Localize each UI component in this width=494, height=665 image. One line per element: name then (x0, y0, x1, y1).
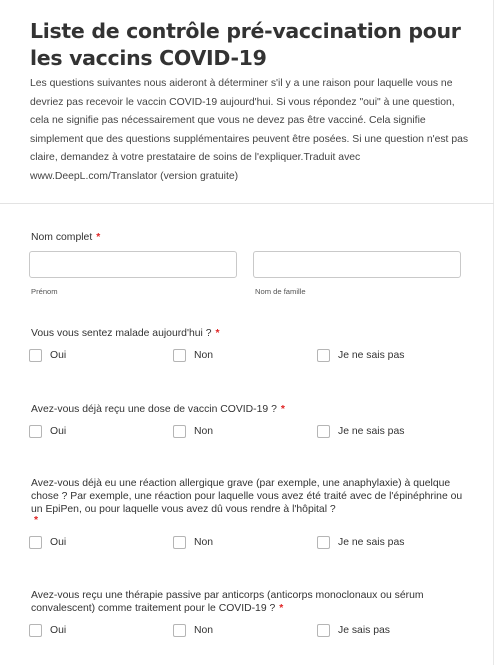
question-4-text: Avez-vous reçu une thérapie passive par anticorps (anticorps monoclonaux ou sérum convalescent) comme traitement pour le COVID-19 ? (31, 590, 424, 614)
checkbox[interactable] (317, 349, 330, 362)
question-1-option-ne-sais-pas[interactable] (317, 348, 404, 362)
option-label: Oui (50, 425, 67, 437)
option-label: Je ne sais pas (338, 349, 405, 361)
required-marker: * (280, 404, 285, 415)
last-name-sublabel: Nom de famille (255, 287, 306, 296)
option-label: Je ne sais pas (338, 425, 405, 437)
option-label: Je ne sais pas (338, 536, 405, 548)
first-name-input[interactable] (29, 251, 237, 278)
header-divider (0, 203, 494, 204)
checkbox[interactable] (317, 536, 330, 549)
page-title: Liste de contrôle pré-vaccination pour les vaccins COVID-19 (30, 19, 461, 70)
question-2-option-oui[interactable] (29, 424, 66, 438)
question-4-label (31, 589, 471, 615)
option-label: Oui (50, 349, 67, 361)
checkbox[interactable] (173, 349, 186, 362)
question-1-option-non[interactable] (173, 348, 213, 362)
question-1-text: Vous vous sentez malade aujourd'hui ? (31, 328, 212, 339)
checkbox[interactable] (317, 624, 330, 637)
option-label: Non (194, 425, 214, 437)
question-3-option-oui[interactable] (29, 535, 66, 549)
question-4-option-sais-pas[interactable] (317, 623, 390, 637)
option-label: Non (194, 536, 214, 548)
full-name-label-text: Nom complet (31, 232, 93, 243)
question-3-label (31, 477, 471, 525)
option-label: Non (194, 624, 214, 636)
question-2-label (31, 403, 285, 416)
question-2-option-non[interactable] (173, 424, 213, 438)
option-label: Oui (50, 536, 67, 548)
required-marker: * (215, 328, 220, 339)
form-intro: Les questions suivantes nous aideront à déterminer s'il y a une raison pour laquelle vous ne devriez pas recevoir le vaccin COVID-19 aujourd'hui. Si vous répondez "oui" à une question, cela ne signifie pas nécessairement que vous ne devez pas être vacciné. Cela signifie simplement que des questions supplémentaires peuvent être posées. Si une question n'est pas claire, demandez à votre prestataire de soins de l'expliquer.Traduit avec www.DeepL.com/Translator (version gratuite) (30, 78, 469, 182)
required-marker: * (34, 515, 39, 526)
full-name-label (31, 231, 100, 244)
checkbox[interactable] (317, 425, 330, 438)
required-marker: * (96, 232, 101, 243)
checkbox[interactable] (173, 624, 186, 637)
option-label: Non (194, 349, 214, 361)
checkbox[interactable] (173, 536, 186, 549)
question-4-option-non[interactable] (173, 623, 213, 637)
checkbox[interactable] (29, 624, 42, 637)
question-2-option-ne-sais-pas[interactable] (317, 424, 404, 438)
question-2-text: Avez-vous déjà reçu une dose de vaccin COVID-19 ? (31, 404, 277, 415)
option-label: Je sais pas (338, 624, 390, 636)
form-header (30, 18, 470, 187)
last-name-input[interactable] (253, 251, 461, 278)
question-3-option-ne-sais-pas[interactable] (317, 535, 404, 549)
option-label: Oui (50, 624, 67, 636)
first-name-sublabel: Prénom (31, 287, 58, 296)
checkbox[interactable] (29, 349, 42, 362)
question-3-option-non[interactable] (173, 535, 213, 549)
question-1-option-oui[interactable] (29, 348, 66, 362)
checkbox[interactable] (29, 536, 42, 549)
question-4-option-oui[interactable] (29, 623, 66, 637)
required-marker: * (279, 603, 284, 614)
question-1-label (31, 327, 220, 340)
question-3-text: Avez-vous déjà eu une réaction allergique grave (par exemple, une anaphylaxie) à quelque chose ? Par exemple, une réaction pour laquelle vous avez été traité avec de l'épinéphrine ou un EpiPen, ou pour laquelle vous avez dû vous rendre à l'hôpital ? (31, 478, 463, 515)
checkbox[interactable] (173, 425, 186, 438)
checkbox[interactable] (29, 425, 42, 438)
